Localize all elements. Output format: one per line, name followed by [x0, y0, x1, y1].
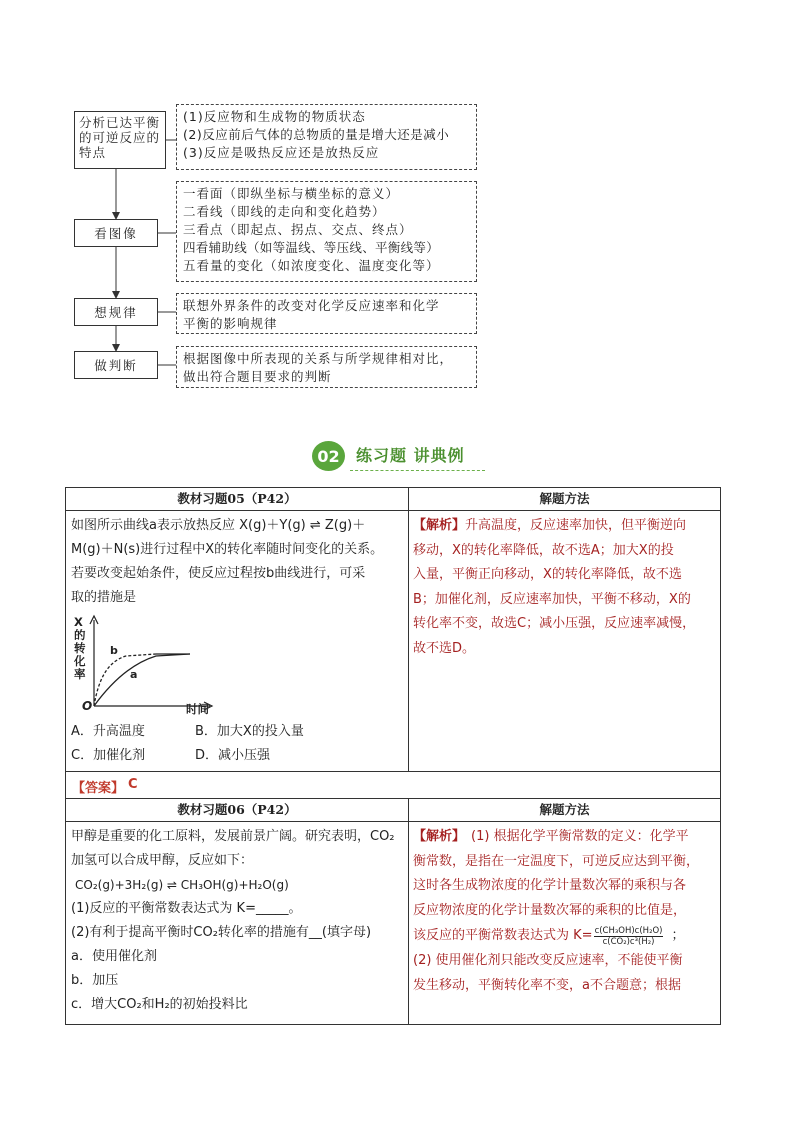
question-line: 若要改变起始条件，使反应过程按b曲线进行，可采	[71, 566, 366, 581]
question-line: 如图所示曲线a表示放热反应 X(g)＋Y(g) ⇌ Z(g)＋	[71, 518, 366, 533]
q2-analysis-text: 【解析】 (1) 根据化学平衡常数的定义：化学平 衡常数，是指在一定温度下，可逆反应达到平衡， 这时各生成物浓度的化学计量数次幂的乘积与各 反应物浓度的化学计量数次幂的乘积的比值是， 该反应的平衡常数表达式为 K= $\frac{\text{c(CH₃OH)c(H₂O)}}{\text{c(CO₂)c³(H₂)}}$ ； (2) 使用催化剂只能改变反应速率，不能使平衡 发生移动，平衡转化率不变，a不合题意；根据	[413, 825, 719, 998]
flow-connectors	[60, 100, 190, 400]
curve-b	[94, 654, 156, 706]
flow-step4-label: 做判断	[94, 357, 138, 373]
analysis-line: 该反应的平衡常数表达式为 K=	[413, 927, 593, 943]
detail-line: (3)反应是吸热反应还是放热反应	[183, 145, 380, 160]
reaction-equation: CO₂(g)+3H₂(g) ⇌ CH₃OH(g)+H₂O(g)	[75, 878, 289, 892]
detail-line: (2)反应前后气体的总物质的量是增大还是减小	[183, 127, 450, 142]
analysis-line: 这时各生成物浓度的化学计量数次幂的乘积与各	[413, 878, 687, 893]
analysis-line: 移动，X的转化率降低，故不选A；加大X的投	[413, 542, 674, 558]
option-line: c．增大CO₂和H₂的初始投料比	[71, 997, 248, 1012]
flow-start-label: 分析已达平衡的可逆反应的特点	[79, 115, 161, 160]
detail-line: 四看辅助线（如等温线、等压线、平衡线等）	[183, 240, 440, 255]
q2-header-left: 教材习题06（P42）	[65, 798, 409, 822]
option-c: C．加催化剂	[71, 748, 146, 763]
option-d: D．减小压强	[195, 748, 271, 763]
detail-line: 一看面（即纵坐标与横坐标的意义）	[183, 186, 400, 201]
question-line: (1)反应的平衡常数表达式为 K=_____。	[71, 901, 302, 916]
detail-line: 做出符合题目要求的判断	[183, 369, 332, 384]
answer-value: C	[128, 777, 138, 792]
question-line: M(g)＋N(s)进行过程中X的转化率随时间变化的关系。	[71, 542, 384, 557]
section-title: 练习题 讲典例	[356, 446, 465, 465]
analysis-line: (1) 根据化学平衡常数的定义：化学平	[471, 829, 689, 844]
flow-detail-box-2	[176, 181, 477, 282]
k-denominator: c(CO₂)c³(H₂)	[602, 936, 655, 947]
detail-line: 三看点（即起点、拐点、交点、终点）	[183, 222, 413, 237]
analysis-line: B；加催化剂，反应速率加快，平衡不移动，X的	[413, 591, 691, 607]
curve-a	[94, 654, 190, 706]
question-line: (2)有利于提高平衡时CO₂转化率的措施有__(填字母)	[71, 925, 372, 940]
graph-xlabel: 时间	[186, 702, 209, 716]
analysis-line: 转化率不变，故选C；减小压强，反应速率减慢，	[413, 616, 696, 631]
analysis-line: 发生移动，平衡转化率不变，a不合题意；根据	[413, 977, 681, 993]
analysis-line: 升高温度，反应速率加快，但平衡逆向	[465, 518, 687, 533]
q1-analysis-text	[413, 514, 719, 661]
option-line: b．加压	[71, 973, 119, 988]
flow-detail-box-4	[176, 346, 477, 388]
analysis-tag: 【解析】	[413, 518, 466, 533]
q2-question-text	[71, 825, 405, 1017]
detail-line: 五看量的变化（如浓度变化、温度变化等）	[183, 258, 440, 273]
option-line: a．使用催化剂	[71, 949, 157, 964]
detail-line: (1)反应物和生成物的物质状态	[183, 109, 366, 124]
analysis-line: 反应物浓度的化学计量数次幂的乘积的比值是，	[413, 902, 687, 918]
graph-ylabel: X的转化率	[74, 615, 86, 681]
question-line: 甲醇是重要的化工原料，发展前景广阔。研究表明，CO₂	[71, 829, 395, 844]
q1-header-left: 教材习题05（P42）	[65, 487, 409, 511]
flow-step3-label: 想规律	[94, 304, 138, 320]
k-fraction	[594, 926, 664, 947]
analysis-line: 入量，平衡正向移动，X的转化率降低，故不选	[413, 567, 682, 582]
flow-detail-box-1	[176, 104, 477, 170]
option-a: A．升高温度	[71, 724, 145, 739]
detail-line: 联想外界条件的改变对化学反应速率和化学	[183, 298, 440, 313]
q1-question-text	[71, 514, 407, 610]
analysis-tag: 【解析】	[413, 829, 466, 844]
detail-line: 平衡的影响规律	[183, 316, 278, 331]
curve-a-label: a	[130, 668, 138, 681]
detail-line: 根据图像中所表现的关系与所学规律相对比，	[183, 351, 454, 366]
analysis-line: 衡常数，是指在一定温度下，可逆反应达到平衡，	[413, 853, 700, 869]
flow-step2-label: 看图像	[94, 225, 138, 241]
analysis-line: 故不选D。	[413, 640, 476, 656]
answer-tag: 【答案】	[72, 781, 125, 796]
option-b: B．加大X的投入量	[195, 724, 304, 739]
curve-b-label: b	[110, 644, 118, 657]
k-numerator: c(CH₃OH)c(H₂O)	[594, 925, 663, 936]
question-line: 取的措施是	[71, 590, 137, 605]
analysis-line: (2) 使用催化剂只能改变反应速率，不能使平衡	[413, 953, 683, 968]
graph-origin: O	[82, 699, 93, 713]
q1-header-right: 解题方法	[408, 487, 721, 511]
q1-answer-row	[65, 771, 721, 799]
section-underline	[350, 470, 485, 471]
question-line: 加氢可以合成甲醇，反应如下：	[71, 853, 254, 868]
detail-line: 二看线（即线的走向和变化趋势）	[183, 204, 386, 219]
flow-detail-box-3	[176, 293, 477, 334]
section-number-badge: 02	[312, 441, 345, 471]
q2-header-right: 解题方法	[408, 798, 721, 822]
